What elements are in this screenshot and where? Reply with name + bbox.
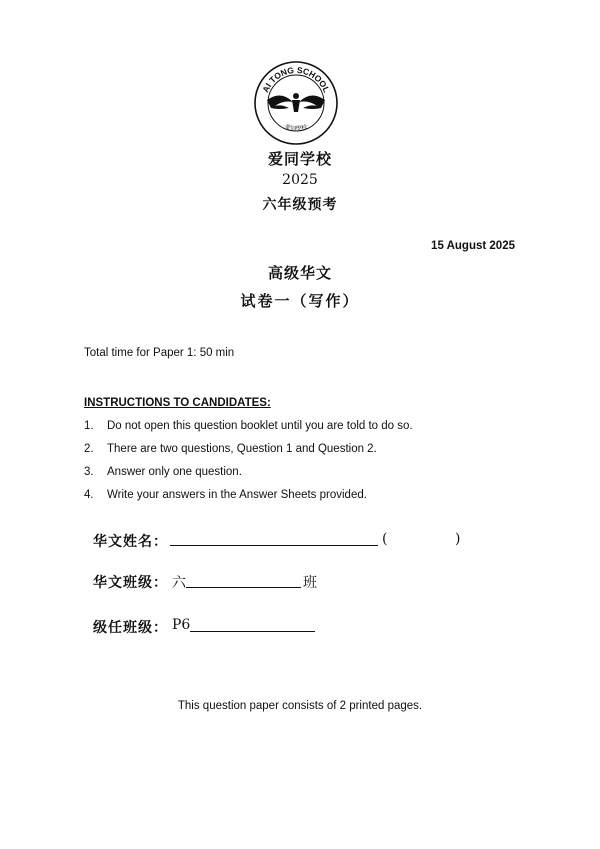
- exam-date: 15 August 2025: [431, 240, 515, 252]
- paren-open: (: [382, 531, 388, 547]
- school-logo: [253, 60, 339, 146]
- class-label: 华文班级：: [93, 575, 168, 591]
- exam-year: 2025: [282, 172, 318, 188]
- time-note: Total time for Paper 1: 50 min: [84, 347, 235, 359]
- paper-title: 试卷一（写作）: [240, 292, 360, 310]
- instruction-item: 2. There are two questions, Question 1 and Question 2.: [84, 443, 377, 455]
- subject-title: 高级华文: [267, 264, 332, 282]
- name-line[interactable]: [170, 545, 378, 546]
- logo-bottom-text: 愛同學校: [283, 123, 309, 133]
- instruction-item: 4. Write your answers in the Answer Sheets provided.: [84, 489, 367, 501]
- logo-ring-text: AI TONG SCHOOL: [260, 64, 332, 94]
- instruction-item: 1. Do not open this question booklet until you are told to do so.: [84, 420, 413, 432]
- instructions-title: INSTRUCTIONS TO CANDIDATES:: [84, 397, 271, 409]
- form-class-line[interactable]: [190, 631, 315, 632]
- svg-text:愛同學校: [284, 122, 310, 133]
- class-suffix: 班: [303, 575, 317, 591]
- form-class-prefix: P6: [172, 617, 191, 633]
- instruction-item: 3. Answer only one question.: [84, 466, 242, 478]
- class-line[interactable]: [186, 587, 301, 588]
- form-class-label: 级任班级：: [93, 620, 168, 636]
- name-label: 华文姓名：: [93, 534, 168, 550]
- page-count-note: This question paper consists of 2 printed pages.: [177, 700, 423, 712]
- paren-close: ): [455, 531, 461, 547]
- svg-text:AI TONG SCHOOL: [260, 65, 332, 94]
- exam-name: 六年级预考: [262, 197, 338, 213]
- school-name: 爱同学校: [267, 150, 332, 168]
- class-prefix: 六: [172, 575, 186, 591]
